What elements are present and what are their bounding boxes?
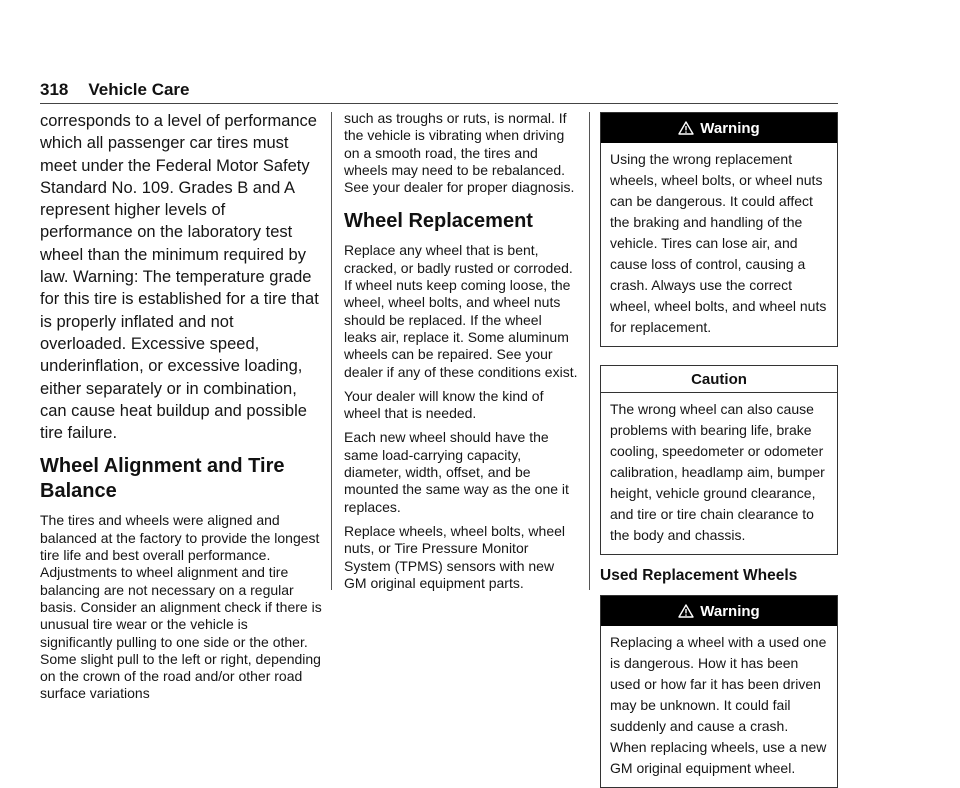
wheel-replacement-paragraph-3: Each new wheel should have the same load-carrying capacity, diameter, width, offset, and be mounted the same way as the one it replaces. bbox=[344, 429, 569, 515]
caution-box bbox=[600, 365, 838, 555]
warning-text: Replacing a wheel with a used one is dangerous. How it has been used or how far it has been driven may be unknown. It could fail suddenly and cause a crash. When replacing wheels, use a new GM original equipment wheel. bbox=[610, 634, 827, 776]
column-divider-1 bbox=[331, 112, 332, 590]
section-title: Vehicle Care bbox=[88, 80, 190, 99]
warning-box-wrong-wheels bbox=[600, 112, 838, 347]
caution-title: Caution bbox=[691, 370, 747, 388]
wheel-alignment-paragraph: The tires and wheels were aligned and balanced at the factory to provide the longest tire life and best overall performance. Adjustments to wheel alignment and tire balancing are not necessary on a regular basis. Consider an alignment check if there is unusual tire wear or the vehicle is significantly pulling to one side or the other. Some slight pull to the left or right, depending on the crown of the road and/or other road surface variations bbox=[40, 512, 322, 702]
warning-box-used-wheels bbox=[600, 595, 838, 788]
warning-title: Warning bbox=[700, 602, 760, 620]
wheel-replacement-paragraph-4: Replace wheels, wheel bolts, wheel nuts, or Tire Pressure Monitor System (TPMS) sensors with new GM original equipment parts. bbox=[344, 522, 566, 591]
used-replacement-wheels-heading: Used Replacement Wheels bbox=[600, 567, 798, 584]
column-divider-2 bbox=[589, 112, 590, 590]
column-2 bbox=[344, 110, 578, 599]
header-rule bbox=[40, 103, 838, 104]
continuation-paragraph: such as troughs or ruts, is normal. If the vehicle is vibrating when driving on a smooth road, the tires and wheels may need to be rebalanced. See your dealer for proper diagnosis. bbox=[344, 110, 575, 196]
column-1 bbox=[40, 110, 322, 703]
page-number: 318 bbox=[40, 80, 69, 99]
intro-paragraph: corresponds to a level of performance which all passenger car tires must meet under the Federal Motor Safety Standard No. 109. Grades B and A represent higher levels of performance on the laboratory test wheel than the minimum required by law. Warning: The temperature grade for this tire is established for a tire that is properly inflated and not overloaded. Excessive speed, underinflation, or excessive loading, either separately or in combination, can cause heat buildup and possible tire failure. bbox=[40, 112, 319, 443]
wheel-replacement-paragraph-1: Replace any wheel that is bent, cracked, or badly rusted or corroded. If wheel nuts keep coming loose, the wheel, wheel bolts, and wheel nuts should be replaced. If the wheel leaks air, replace it. Some aluminum wheels can be repaired. See your dealer if any of these conditions exist. bbox=[344, 242, 578, 380]
wheel-replacement-paragraph-2: Your dealer will know the kind of wheel that is needed. bbox=[344, 387, 544, 422]
wheel-replacement-heading: Wheel Replacement bbox=[344, 210, 533, 233]
warning-triangle-icon bbox=[678, 121, 694, 135]
page-header bbox=[40, 80, 838, 100]
warning-title: Warning bbox=[700, 119, 760, 137]
column-3 bbox=[600, 110, 838, 788]
caution-text: The wrong wheel can also cause problems with bearing life, brake cooling, speedometer or odometer calibration, headlamp aim, bumper height, vehicle ground clearance, and tire or tire chain clearance to the body and chassis. bbox=[610, 401, 825, 543]
wheel-alignment-heading: Wheel Alignment and Tire Balance bbox=[40, 455, 285, 503]
warning-triangle-icon bbox=[678, 604, 694, 618]
warning-header bbox=[601, 596, 837, 626]
caution-header bbox=[601, 366, 837, 393]
warning-header bbox=[601, 113, 837, 143]
warning-text: Using the wrong replacement wheels, wheel bolts, or wheel nuts can be dangerous. It could affect the braking and handling of the vehicle. Tires can lose air, and cause loss of control, causing a crash. Always use the correct wheel, wheel bolts, and wheel nuts for replacement. bbox=[610, 151, 827, 335]
